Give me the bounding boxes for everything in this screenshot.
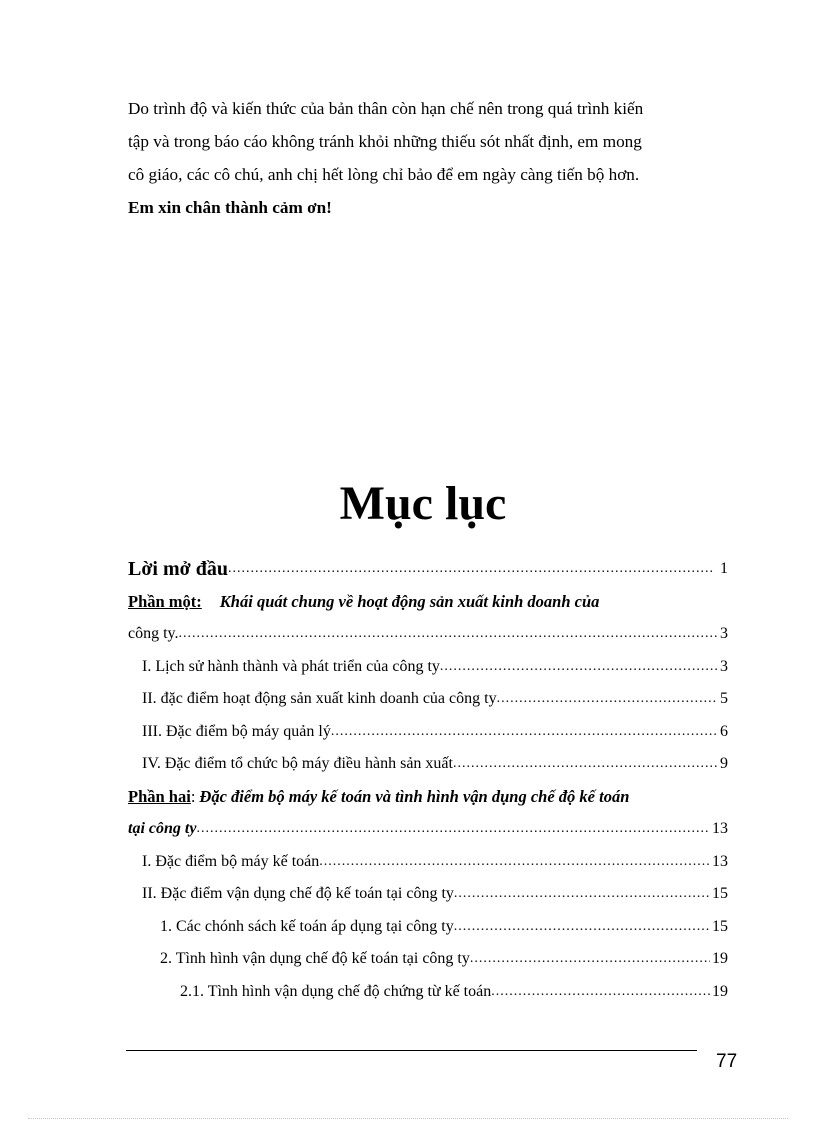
toc-entry-page: 5 [720, 690, 728, 708]
closing-paragraph [128, 92, 718, 224]
toc-entry-page: 1 [720, 560, 728, 578]
toc-entry-label: II. Đặc điểm vận dụng chế độ kế toán tại công ty [142, 885, 454, 903]
toc-entry-label: công ty. [128, 625, 179, 643]
dot-leader [470, 951, 710, 967]
toc-entry[interactable] [128, 943, 728, 976]
dot-leader [228, 561, 714, 577]
dot-leader [319, 854, 710, 870]
page-number: 77 [716, 1051, 738, 1072]
toc-entry-page: 3 [720, 657, 728, 675]
toc-entry[interactable] [128, 976, 728, 1009]
toc-entry-label: I. Đặc điểm bộ máy kế toán [142, 852, 320, 870]
toc-part-two-continuation[interactable] [128, 813, 728, 846]
paragraph-line: Do trình độ và kiến thức của bản thân còn hạn chế nên trong quá trình kiến [128, 99, 644, 118]
toc-entry-page: 13 [712, 820, 728, 838]
toc-entry-label: I. Lịch sử hành thành và phát triển của công ty [142, 657, 440, 675]
toc-entry-label: 2.1. Tình hình vận dụng chế độ chứng từ kế toán [180, 982, 492, 1000]
footer-rule [126, 1050, 697, 1051]
dot-leader [331, 724, 718, 740]
toc-part-one-heading[interactable] [128, 586, 728, 619]
part-two-separator: : [190, 786, 196, 806]
toc-entry[interactable] [128, 748, 728, 781]
paragraph-line: tập và trong báo cáo không tránh khỏi những thiếu sót nhất định, em mong [128, 132, 642, 151]
toc-entry[interactable] [128, 846, 728, 879]
part-one-label: Phần một: [128, 591, 202, 611]
toc-entry[interactable] [128, 651, 728, 684]
toc-entry-label: 1. Các chónh sách kế toán áp dụng tại công ty [160, 917, 454, 935]
dot-leader [440, 659, 718, 675]
page-bottom-border [28, 1118, 788, 1119]
part-one-title: Khái quát chung về hoạt động sản xuất kinh doanh của [219, 591, 600, 611]
toc-entry-page: 6 [720, 722, 728, 740]
paragraph-line: cô giáo, các cô chú, anh chị hết lòng chỉ bảo để em ngày càng tiến bộ hơn. [128, 165, 640, 184]
table-of-contents [128, 553, 728, 1008]
toc-entry-label: tại công ty [128, 820, 197, 838]
dot-leader [196, 821, 710, 837]
toc-entry-label: III. Đặc điểm bộ máy quản lý [142, 722, 331, 740]
dot-leader [497, 691, 718, 707]
toc-entry-label: II. đặc điểm hoạt động sản xuất kinh doanh của công ty [142, 690, 497, 708]
dot-leader [454, 919, 710, 935]
dot-leader [491, 984, 710, 1000]
toc-entry-page: 9 [720, 755, 728, 773]
toc-entry-page: 15 [712, 885, 728, 903]
toc-entry[interactable] [128, 878, 728, 911]
part-two-label: Phần hai [128, 786, 191, 806]
dot-leader [454, 886, 710, 902]
toc-entry-page: 19 [712, 982, 728, 1000]
toc-title: Mục lục [339, 477, 507, 530]
toc-entry-label: IV. Đặc điểm tổ chức bộ máy điều hành sản xuất [142, 755, 453, 773]
toc-entry-page: 3 [720, 625, 728, 643]
toc-part-two-heading[interactable] [128, 781, 728, 814]
toc-entry-intro[interactable] [128, 553, 728, 586]
toc-entry-page: 13 [712, 852, 728, 870]
toc-entry-page: 15 [712, 917, 728, 935]
toc-part-one-continuation[interactable] [128, 618, 728, 651]
toc-entry-label: Lời mở đầu [128, 557, 228, 580]
toc-entry[interactable] [128, 911, 728, 944]
part-two-title: Đặc điểm bộ máy kế toán và tình hình vận dụng chế độ kế toán [199, 786, 630, 806]
toc-entry-label: 2. Tình hình vận dụng chế độ kế toán tại công ty [160, 950, 470, 968]
dot-leader [179, 626, 718, 642]
dot-leader [453, 756, 718, 772]
toc-entry[interactable] [128, 683, 728, 716]
thanks-line: Em xin chân thành cảm ơn! [128, 198, 332, 217]
toc-entry-page: 19 [712, 950, 728, 968]
toc-entry[interactable] [128, 716, 728, 749]
